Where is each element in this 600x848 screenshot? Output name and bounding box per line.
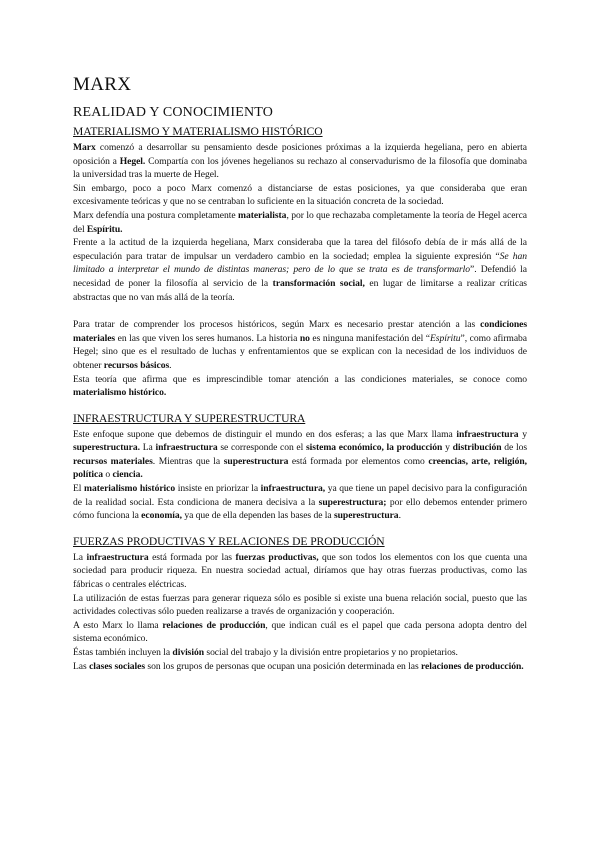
paragraph	[73, 209, 527, 236]
text-run: de los	[501, 442, 528, 454]
paragraph	[73, 428, 527, 482]
text-run: Para tratar de comprender los procesos históricos, según Marx es necesario prestar atención a las	[73, 319, 481, 331]
text-run: está formada por las	[148, 551, 236, 563]
document-title: MARX	[73, 74, 132, 95]
bold-text: no	[299, 332, 310, 344]
text-run: comenzó a desarrollar su pensamiento desde posiciones próximas a la izquierda hegeliana, pero en abierta oposición a	[73, 142, 527, 167]
text-run: .	[398, 510, 401, 522]
bold-text: superestructura.	[73, 442, 140, 454]
text-run: ya que tiene un papel decisivo para la configuración de la realidad social. Esta condiciona de manera decisiva a la	[73, 483, 527, 508]
text-run: Marx defendía una postura completamente	[73, 209, 239, 221]
document-subtitle: REALIDAD Y CONOCIMIENTO	[73, 105, 274, 120]
text-run: ya que de ella dependen las bases de la	[182, 510, 334, 522]
bold-text: creencias, arte, religión, política	[73, 455, 528, 481]
paragraph	[73, 482, 527, 523]
text-run: . Mientras que la	[152, 455, 224, 467]
paragraph	[73, 182, 527, 209]
bold-text: infraestructura	[155, 442, 218, 454]
bold-text: superestructura;	[318, 496, 387, 508]
bold-text: recursos materiales	[73, 455, 153, 467]
text-run: en las que viven los seres humanos. La historia	[115, 332, 300, 344]
text-run: por ello debemos entender primero cómo funciona la	[73, 496, 527, 522]
text-run: La	[139, 442, 156, 454]
bold-text: ciencia.	[112, 469, 143, 481]
text-run: , que indican cuál es el papel que cada persona adopta dentro del sistema económico.	[73, 619, 527, 645]
text-run: Las	[73, 660, 90, 672]
text-run: y	[442, 442, 453, 454]
bold-text: superestructura	[223, 455, 289, 467]
text-run: está formada por elementos como	[288, 455, 429, 467]
text-run: La	[73, 551, 87, 563]
bold-text: división	[172, 647, 205, 658]
bold-text: superestructura	[333, 510, 399, 522]
bold-text: materialismo histórico.	[73, 387, 167, 399]
document-page	[73, 74, 527, 673]
text-run: .	[169, 359, 172, 371]
paragraph	[73, 660, 527, 674]
paragraph	[73, 551, 527, 592]
bold-text: relaciones de producción.	[421, 660, 524, 672]
paragraph	[73, 619, 527, 646]
text-run: es ninguna manifestación del “	[309, 332, 430, 344]
section-heading: FUERZAS PRODUCTIVAS Y RELACIONES DE PRODUCCIÓN	[73, 534, 385, 548]
text-run: Compartía con los jóvenes hegelianos su rechazo al conservadurismo de la filosofía que dominaba la universidad tras la muerte de Hegel.	[73, 155, 528, 181]
text-run: social del trabajo y la división entre propietarios y no propietarios.	[204, 647, 458, 658]
text-run: se corresponde con el	[217, 442, 306, 454]
bold-text: clases sociales	[89, 660, 146, 672]
text-run: o	[102, 469, 113, 481]
paragraph	[73, 592, 527, 619]
text-run: insiste en priorizar la	[175, 483, 261, 495]
bold-text: fuerzas productivas,	[235, 551, 319, 563]
text-run: Éstas también incluyen la	[73, 647, 173, 658]
sections-container	[73, 125, 527, 673]
text-run: son los grupos de personas que ocupan una posición determinada en las	[145, 660, 422, 672]
paragraph	[73, 141, 527, 182]
bold-text: relaciones de producción	[162, 619, 266, 631]
section-spacer	[73, 523, 527, 535]
text-run: ”. Defendió la necesidad de poner la filosofía al servicio de la	[73, 264, 528, 289]
bold-text: recursos básicos	[103, 359, 170, 371]
paragraph	[73, 646, 527, 660]
text-run: La utilización de estas fuerzas para generar riqueza sólo es posible si existe una buena relación social, puesto que las actividades colectivas sólo pueden realizarse a través de organización y cooperación.	[73, 592, 527, 618]
text-run: Sin embargo, poco a poco Marx comenzó a distanciarse de estas posiciones, ya que consideraba que eran excesivamente teóricas y que no se centraban lo suficiente en la situación concreta de la sociedad.	[73, 182, 527, 208]
paragraph	[73, 236, 527, 304]
section-spacer	[73, 400, 527, 412]
text-run: El	[73, 483, 85, 495]
bold-text: materialista	[238, 209, 287, 221]
bold-text: Hegel.	[119, 155, 146, 167]
text-run: , por lo que rechazaba completamente la teoría de Hegel acerca del	[73, 209, 527, 235]
italic-text: Espíritu	[430, 332, 461, 344]
text-run: ”, como afirmaba Hegel; sino que es el resultado de luchas y enfrentamientos que se explican con la necesidad de los individuos de obtener	[73, 332, 527, 371]
text-run: en lugar de limitarse a realizar críticas abstractas que no van más allá de la teoría.	[73, 277, 527, 303]
bold-text: materialismo histórico	[84, 483, 176, 495]
text-run: que son todos los elementos con los que cuenta una sociedad para producir riqueza. En nuestra sociedad actual, diríamos que hay otras fuerzas productivas, como las fábricas o centrales eléctricas.	[73, 551, 528, 591]
bold-text: Espíritu.	[86, 223, 123, 235]
text-run: Esta teoría que afirma que es imprescindible tomar atención a las condiciones materiales, se conoce como	[73, 373, 527, 385]
section	[73, 125, 527, 400]
bold-text: economía,	[141, 510, 183, 522]
text-run: y	[518, 428, 527, 440]
bold-text: infraestructura	[456, 428, 519, 440]
paragraph-spacer	[73, 304, 527, 318]
section-heading: MATERIALISMO Y MATERIALISMO HISTÓRICO	[73, 125, 323, 138]
bold-text: distribución	[452, 442, 502, 454]
bold-text: infraestructura,	[260, 483, 326, 495]
paragraph	[73, 318, 527, 372]
section-heading: INFRAESTRUCTURA Y SUPERESTRUCTURA	[73, 411, 306, 425]
bold-text: sistema económico, la producción	[306, 442, 443, 454]
text-run: A esto Marx lo llama	[73, 619, 163, 631]
bold-text: Marx	[73, 142, 96, 153]
text-run: Este enfoque supone que debemos de distinguir el mundo en dos esferas; a las que Marx llama	[73, 428, 457, 440]
bold-text: infraestructura	[86, 551, 149, 563]
paragraph	[73, 373, 527, 400]
italic-text: Se han limitado a interpretar el mundo de distintas maneras; pero de lo que se trata es de transformarlo	[73, 250, 528, 276]
bold-text: transformación social,	[272, 277, 365, 289]
section	[73, 412, 527, 523]
section	[73, 535, 527, 673]
bold-text: condiciones materiales	[73, 319, 527, 344]
text-run: Frente a la actitud de la izquierda hegeliana, Marx consideraba que la tarea del filósofo debía de ir más allá de la especulación para tratar de impulsar un verdadero cambio en la sociedad; emplea la siguiente expresión “	[73, 237, 527, 262]
